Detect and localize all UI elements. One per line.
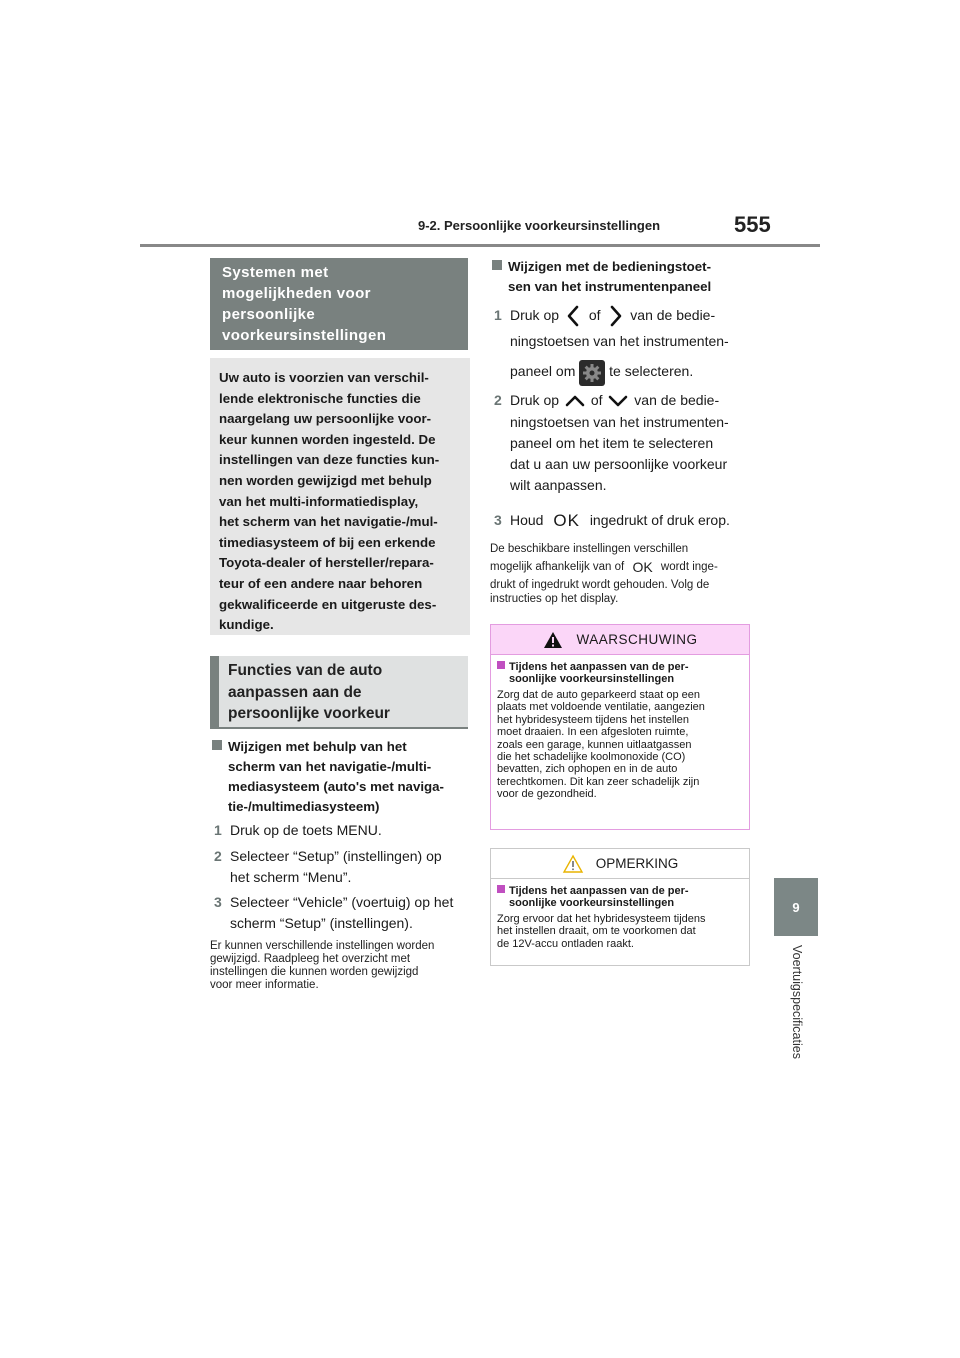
ok-button-icon: OK <box>553 511 580 531</box>
warning-item-title: Tijdens het aanpassen van de per- soonlijke voorkeursinstellingen <box>491 655 749 685</box>
warning-triangle-icon <box>543 631 563 649</box>
gear-icon <box>579 360 605 386</box>
caution-outline-icon <box>562 854 584 874</box>
panel-step-1: 1 Druk op of van de bedie- ningstoetsen van het instrumenten- paneel om te selecteren. <box>494 302 756 386</box>
chevron-left-icon <box>563 304 585 328</box>
chevron-right-icon <box>604 304 626 328</box>
ok-button-icon: OK <box>632 559 653 575</box>
nav-step-3: 3 Selecteer “Vehicle” (voertuig) op het scherm “Setup” (instellingen). <box>214 894 454 931</box>
warning-body: Zorg dat de auto geparkeerd staat op een plaats met voldoende ventilatie, aangezien het hybridesysteem tijdens het instellen moet draaien. In een afgesloten ruimte, zoals een garage, kunnen uitlaatgassen die het schadelijke koolmonoxide (CO) bevatten, zich ophopen en in de auto terechtkomen. Dit kan zeer schadelijk zijn voor de gezondheid. <box>497 689 705 801</box>
chevron-up-icon <box>563 392 587 410</box>
notice-item-title: Tijdens het aanpassen van de per- soonlijke voorkeursinstellingen <box>491 879 749 909</box>
bullet-square-icon <box>497 885 505 893</box>
panel-step-2: 2 Druk op of van de bedie- ningstoetsen van het instrumenten- paneel om het item te selecteren dat u aan uw persoonlijke voorkeur wilt aanpassen. <box>494 392 729 493</box>
warning-box <box>490 624 750 830</box>
chapter-tab: 9 <box>774 878 818 936</box>
notice-body: Zorg ervoor dat het hybridesysteem tijdens het instellen draait, om te voorkomen dat de 12V-accu ontladen raakt. <box>497 913 706 950</box>
section-header: 9-2. Persoonlijke voorkeursinstellingen <box>418 218 661 233</box>
header-divider <box>140 244 820 247</box>
section-title-box: Systemen met mogelijkheden voor persoonlijke voorkeursinstellingen <box>210 258 468 350</box>
notice-box <box>490 848 750 966</box>
panel-heading: Wijzigen met de bedieningstoet- sen van het instrumentenpaneel <box>492 257 754 297</box>
notice-header: OPMERKING <box>491 849 749 879</box>
bullet-square-icon <box>497 661 505 669</box>
panel-step-3: 3 Houd OK ingedrukt of druk erop. <box>494 508 756 533</box>
nav-step-2: 2 Selecteer “Setup” (instellingen) op het scherm “Menu”. <box>214 848 442 885</box>
bullet-square-icon <box>492 260 502 270</box>
nav-step-1: 1 Druk op de toets MENU. <box>214 822 382 838</box>
subsection-divider <box>210 727 468 729</box>
nav-heading: Wijzigen met behulp van het scherm van het navigatie-/multi- mediasysteem (auto's met naviga- tie-/multimediasysteem) <box>212 737 472 817</box>
warning-header: WAARSCHUWING <box>491 625 749 655</box>
nav-note: Er kunnen verschillende instellingen worden gewijzigd. Raadpleeg het overzicht met instellingen die kunnen worden gewijzigd voor meer informatie. <box>210 940 435 991</box>
bullet-square-icon <box>212 740 222 750</box>
panel-note: De beschikbare instellingen verschillen mogelijk afhankelijk van of OK wordt inge- drukt of ingedrukt wordt gehouden. Volg de instructies op het display. <box>490 543 718 606</box>
subsection-title-box: Functies van de auto aanpassen aan de persoonlijke voorkeur <box>210 656 468 728</box>
page-number: 555 <box>734 212 771 237</box>
intro-box: Uw auto is voorzien van verschil- lende elektronische functies die naargelang uw persoonlijke voor- keur kunnen worden ingesteld. De instellingen van deze functies kun- nen worden gewijzigd met behulp van het multi-informatiedisplay, het scherm van het navigatie-/mul- timediasysteem of bij een erkende Toyota-dealer of hersteller/repara- teur of een andere naar behoren gekwalificeerde en uitgeruste des- kundige. <box>210 358 470 635</box>
chapter-label: Voertuigspecificaties <box>790 945 804 1059</box>
chevron-down-icon <box>606 392 630 410</box>
